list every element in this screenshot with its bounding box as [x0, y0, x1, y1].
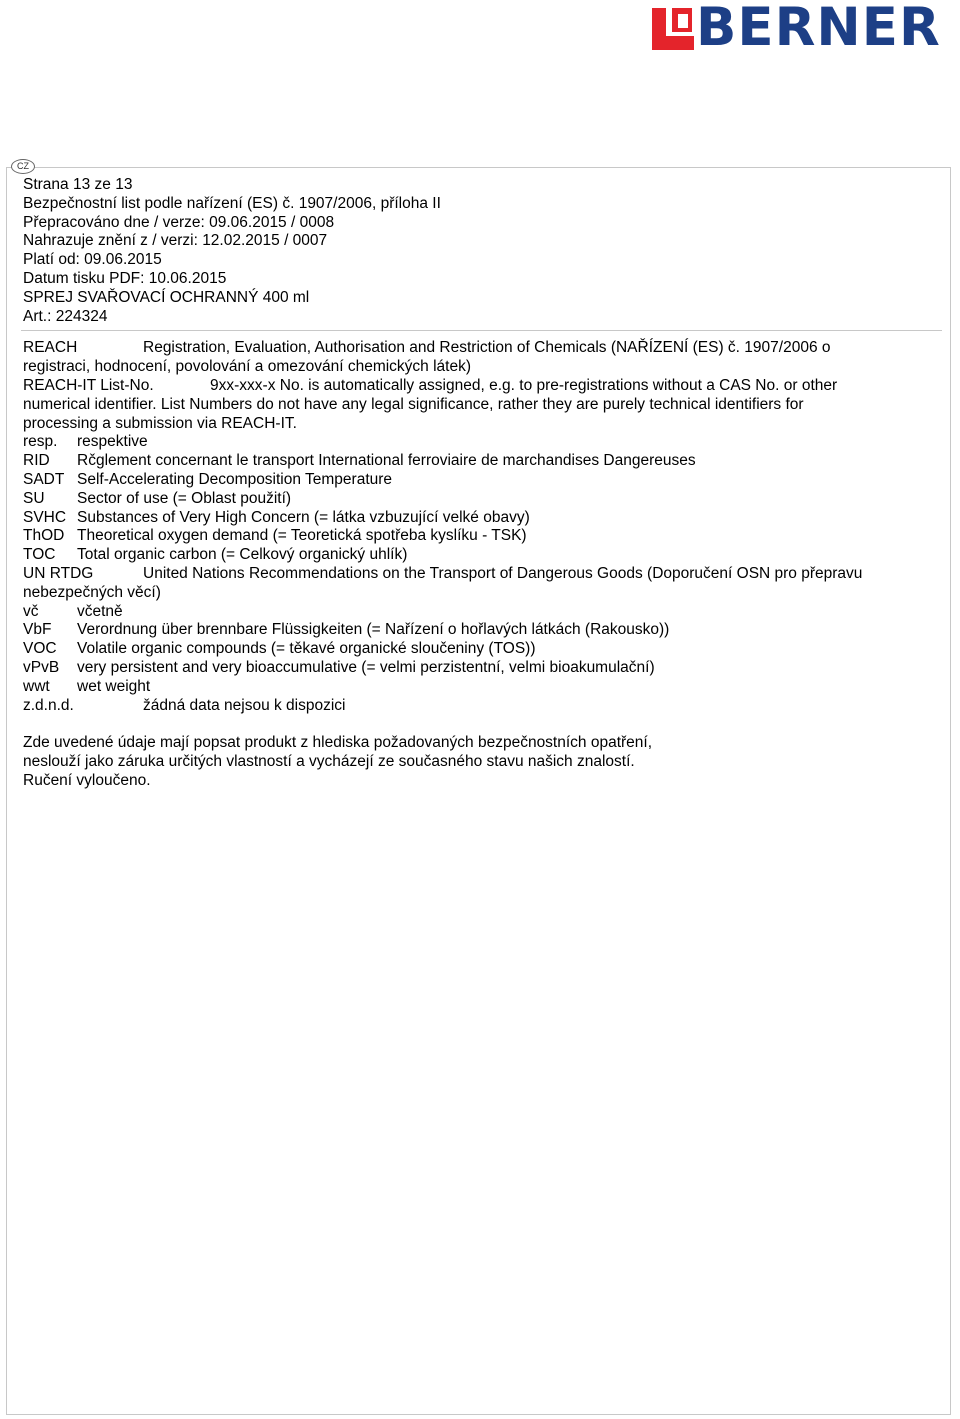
- glossary-entry-thod: [23, 527, 928, 546]
- article-number: Art.: 224324: [23, 307, 108, 325]
- page-number: Strana 13 ze 13: [23, 176, 133, 193]
- glossary-entry-reach: [23, 339, 928, 358]
- glossary-continuation: numerical identifier. List Numbers do not have any legal significance, rather they are purely technical identifiers for: [23, 395, 804, 413]
- glossary-entry-wwt: [23, 678, 928, 697]
- berner-logo: [652, 0, 954, 58]
- disclaimer-line: Ručení vyloučeno.: [23, 771, 151, 789]
- disclaimer: [23, 734, 928, 790]
- abbr-definition: Total organic carbon (= Celkový organický uhlík): [77, 546, 408, 564]
- print-date: Datum tisku PDF: 10.06.2015: [23, 269, 227, 287]
- logo-text: BERNER: [696, 0, 941, 58]
- abbr-definition: wet weight: [77, 677, 151, 695]
- glossary-entry-rid: [23, 452, 928, 471]
- abbr-term: RID: [23, 452, 50, 470]
- glossary-entry-vpvb: [23, 659, 928, 678]
- abbr-definition: včetně: [77, 602, 123, 620]
- abbr-definition: Verordnung über brennbare Flüssigkeiten (= Nařízení o hořlavých látkách (Rakousko)): [77, 621, 670, 639]
- abbr-definition: very persistent and very bioaccumulative (= velmi perzistentní, velmi bioakumulační): [77, 658, 655, 676]
- abbr-term: SU: [23, 489, 45, 507]
- product-name: SPREJ SVAŘOVACÍ OCHRANNÝ 400 ml: [23, 288, 310, 306]
- glossary-entry-vc: [23, 603, 928, 622]
- abbr-definition: Theoretical oxygen demand (= Teoretická spotřeba kyslíku - TSK): [77, 527, 527, 545]
- abbr-term: REACH: [23, 339, 78, 357]
- abbr-term: resp.: [23, 433, 58, 451]
- abbr-definition: Substances of Very High Concern (= látka vzbuzující velké obavy): [77, 508, 530, 526]
- abbr-term: UN RTDG: [23, 564, 94, 582]
- abbr-term: vč: [23, 602, 39, 620]
- abbr-definition: Sector of use (= Oblast použití): [77, 489, 292, 507]
- disclaimer-line: Zde uvedené údaje mají popsat produkt z hlediska požadovaných bezpečnostních opatření,: [23, 734, 653, 752]
- abbr-definition: respektive: [77, 433, 148, 451]
- abbr-definition: United Nations Recommendations on the Transport of Dangerous Goods (Doporučení OSN pro přepravu: [143, 564, 863, 582]
- abbr-definition: Self-Accelerating Decomposition Temperature: [77, 470, 393, 488]
- glossary-entry-vbf: [23, 621, 928, 640]
- abbr-term: z.d.n.d.: [23, 696, 74, 714]
- glossary-entry-toc: [23, 546, 928, 565]
- glossary-entry-reach-it: [23, 377, 928, 396]
- abbr-term: wwt: [23, 677, 50, 695]
- glossary-entry-zdnd: [23, 697, 928, 716]
- glossary-continuation: nebezpečných věcí): [23, 583, 161, 601]
- glossary-entry-su: [23, 490, 928, 509]
- replaces-version: Nahrazuje znění z / verzi: 12.02.2015 / 0007: [23, 232, 328, 250]
- abbr-term: VOC: [23, 640, 57, 658]
- valid-from: Platí od: 09.06.2015: [23, 251, 162, 269]
- abbr-term: SADT: [23, 470, 65, 488]
- abbr-definition: žádná data nejsou k dispozici: [143, 696, 346, 714]
- abbr-definition: Volatile organic compounds (= těkavé organické sloučeniny (TOS)): [77, 640, 536, 658]
- disclaimer-line: neslouží jako záruka určitých vlastností a vycházejí ze současného stavu našich znalostí.: [23, 752, 635, 770]
- header-divider: [21, 330, 942, 331]
- abbr-term: VbF: [23, 621, 52, 639]
- abbr-definition: Registration, Evaluation, Authorisation and Restriction of Chemicals (NAŘÍZENÍ (ES) č. 1907/2006 o: [143, 339, 831, 357]
- revision-date: Přepracováno dne / verze: 09.06.2015 / 0008: [23, 213, 335, 231]
- glossary-entry-sadt: [23, 471, 928, 490]
- spacer: [23, 715, 928, 734]
- abbr-definition: 9xx-xxx-x No. is automatically assigned, e.g. to pre-registrations without a CAS No. or other: [210, 376, 838, 394]
- glossary-entry-voc: [23, 640, 928, 659]
- glossary-entry-svhc: [23, 509, 928, 528]
- abbr-term: TOC: [23, 546, 56, 564]
- sds-regulation: Bezpečnostní list podle nařízení (ES) č. 1907/2006, příloha II: [23, 194, 441, 212]
- glossary-continuation: registraci, hodnocení, povolování a omezování chemických látek): [23, 358, 472, 376]
- berner-logo-mark: [652, 4, 694, 52]
- abbr-term: ThOD: [23, 527, 65, 545]
- abbr-term: vPvB: [23, 658, 60, 676]
- glossary-entry-resp: [23, 433, 928, 452]
- abbr-term: SVHC: [23, 508, 67, 526]
- country-badge: CZ: [11, 159, 35, 174]
- glossary-continuation: processing a submission via REACH-IT.: [23, 414, 297, 432]
- document-header: [23, 176, 928, 326]
- glossary-entry-un-rtdg: [23, 565, 928, 584]
- abbr-definition: Rčglement concernant le transport International ferroviaire de marchandises Dangereuses: [77, 452, 696, 470]
- document-content: [23, 176, 928, 791]
- abbr-term: REACH-IT List-No.: [23, 376, 154, 394]
- abbreviations-list: [23, 339, 928, 715]
